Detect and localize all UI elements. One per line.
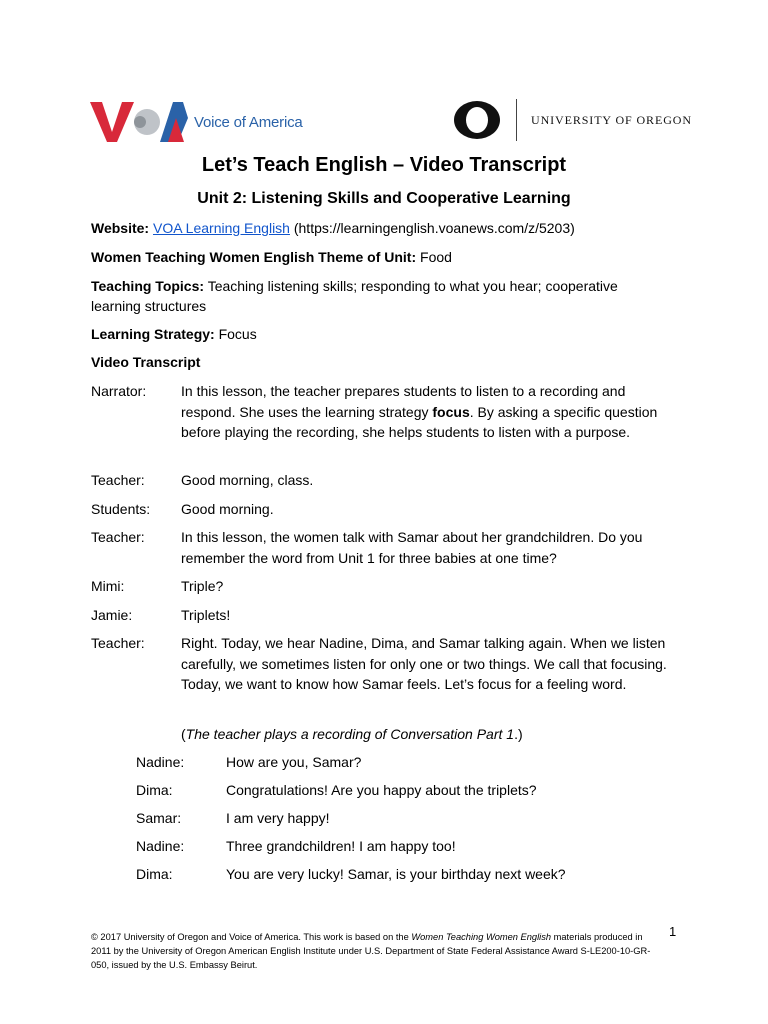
line-text: Congratulations! Are you happy about the triplets? [226, 782, 537, 798]
strategy-line [91, 324, 257, 344]
stage-direction [181, 724, 523, 744]
speaker-label: Jamie: [91, 607, 133, 623]
voa-logo [90, 98, 303, 146]
line-text: Three grandchildren! I am happy too! [226, 838, 456, 854]
strategy-label: Learning Strategy: [91, 326, 215, 342]
topics-value: Teaching listening skills; responding to what you hear; cooperative [207, 278, 618, 294]
line-text: Good morning, class. [181, 472, 314, 488]
uo-logo [452, 95, 692, 145]
topics-line [91, 276, 618, 296]
line-text: Right. Today, we hear Nadine, Dima, and Samar talking again. When we listen carefully, we sometimes listen for only one or two things. We call that focusing. Today, we want to know how Samar feels. Let’s focus for a feeling word. [181, 635, 667, 692]
stage-italic: The teacher plays a recording of Conversation Part 1 [185, 726, 515, 742]
uo-logo-text: UNIVERSITY OF OREGON [531, 112, 692, 127]
speaker-label: Nadine: [136, 838, 185, 854]
line-text: I am very happy! [226, 810, 330, 826]
speaker-label: Students: [91, 501, 151, 517]
speaker-label: Samar: [136, 810, 182, 826]
voa-mark-icon [90, 98, 188, 146]
theme-label: Women Teaching Women English Theme of Unit: [91, 249, 417, 265]
speaker-label: Dima: [136, 782, 173, 798]
document-title: Let’s Teach English – Video Transcript [201, 154, 567, 176]
footer-italic: Women Teaching Women English [411, 932, 552, 942]
website-label: Website: [91, 220, 150, 236]
theme-line [91, 247, 452, 267]
speaker-label: Dima: [136, 866, 173, 882]
speaker-label: Mimi: [91, 578, 125, 594]
line-text: How are you, Samar? [226, 754, 362, 770]
speaker-label: Teacher: [91, 472, 145, 488]
copyright-footer [91, 930, 651, 973]
narrator-text [181, 381, 681, 443]
line-text: Triplets! [181, 607, 231, 623]
stage-open: ( [181, 726, 186, 742]
line-text: In this lesson, the women talk with Samar about her grandchildren. Do you remember the word from Unit 1 for three babies at one time? [181, 529, 643, 566]
voa-logo-text: Voice of America [194, 113, 303, 131]
uo-o-mark-icon [452, 98, 502, 142]
narrator-text-bold: focus [432, 403, 470, 420]
stage-close: .) [514, 726, 523, 742]
logo-divider [516, 99, 517, 141]
transcript-heading: Video Transcript [91, 354, 201, 370]
page-number: 1 [669, 924, 677, 939]
footer-text: © 2017 University of Oregon and Voice of America. This work is based on the [91, 932, 412, 942]
line-text: Triple? [181, 578, 224, 594]
voa-learning-english-link[interactable]: VOA Learning English [152, 220, 290, 236]
narrator-text-part: In this lesson, the teacher prepares students to listen to a recording and respond. She uses the learning strategy [181, 383, 626, 420]
website-url: (https://learningenglish.voanews.com/z/5203) [293, 220, 575, 236]
narrator-text-part: . By asking a specific question before playing the recording, she helps students to listen with a purpose. [181, 403, 658, 440]
line-text: You are very lucky! Samar, is your birthday next week? [226, 866, 566, 882]
footer-text: materials produced in 2011 by the University of Oregon American English Institute under U.S. Department of State Federal Assistance Award S-LE200-10-GR-050, issued by the U.S. Embassy Beirut. [91, 932, 651, 971]
speaker-label: Teacher: [91, 635, 145, 651]
line-text: Good morning. [181, 501, 274, 517]
theme-value: Food [420, 249, 452, 265]
document-subtitle: Unit 2: Listening Skills and Cooperative Learning [197, 190, 571, 207]
topics-line-2: learning structures [91, 298, 207, 314]
strategy-value: Focus [218, 326, 257, 342]
speaker-label: Narrator: [91, 383, 147, 399]
speaker-label: Nadine: [136, 754, 185, 770]
website-line [91, 218, 575, 238]
topics-label: Teaching Topics: [91, 278, 205, 294]
speaker-label: Teacher: [91, 529, 145, 545]
